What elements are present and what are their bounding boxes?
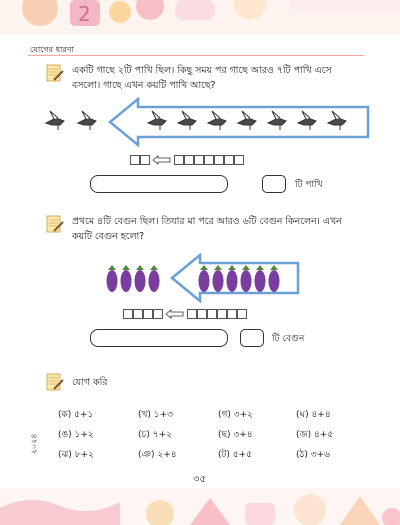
count-cell <box>184 155 194 165</box>
chapter-divider <box>28 55 364 56</box>
note-pencil-icon <box>46 64 64 86</box>
number-answer-box-2[interactable] <box>240 329 264 347</box>
count-cell <box>143 309 153 319</box>
count-cell <box>207 309 217 319</box>
small-arrow-left-icon <box>165 309 185 319</box>
exercise-item: (ঞ) ২+৪ <box>138 450 177 460</box>
unit-label-birds: টি পাখি <box>295 180 323 190</box>
count-cell <box>227 309 237 319</box>
exercise-item: (ছ) ৩+৪ <box>218 430 253 440</box>
exercise-item: (চ) ৭+২ <box>138 430 172 440</box>
count-cell <box>217 309 227 319</box>
count-cells-row-1 <box>130 155 244 165</box>
count-cell <box>197 309 207 319</box>
page-number: ৩৫ <box>193 474 206 485</box>
exercise-item: (জ) ৪+৫ <box>296 430 334 440</box>
count-cell <box>187 309 197 319</box>
small-arrow-left-icon <box>152 155 172 165</box>
exercise-item: (ঝ) ৮+২ <box>58 450 94 460</box>
count-cell <box>194 155 204 165</box>
problem3-title: যোগ করি <box>72 377 108 388</box>
svg-text:2: 2 <box>78 2 91 26</box>
equation-answer-box-2[interactable] <box>90 329 228 347</box>
count-cell <box>237 309 247 319</box>
exercise-item: (ট) ৫+৫ <box>218 450 253 460</box>
count-cell <box>224 155 234 165</box>
count-cell <box>133 309 143 319</box>
count-cell <box>214 155 224 165</box>
count-cell <box>234 155 244 165</box>
eggplants-illustration <box>100 253 300 307</box>
number-answer-box-1[interactable] <box>262 175 286 193</box>
count-cell <box>153 309 163 319</box>
equation-answer-box-1[interactable] <box>90 175 228 193</box>
note-pencil-icon <box>46 215 64 237</box>
bottom-decorative-banner <box>0 488 400 525</box>
top-decorative-banner <box>0 0 400 34</box>
count-cells-row-2 <box>123 309 247 319</box>
exercise-item: (ঘ) ৪+৪ <box>296 410 331 420</box>
count-cell <box>174 155 184 165</box>
exercise-item: (ঠ) ৩+৬ <box>296 450 330 460</box>
birds-illustration <box>40 97 370 151</box>
exercise-item: (খ) ১+৩ <box>138 410 174 420</box>
chapter-title: যোগের ধারণা <box>30 45 74 54</box>
count-cell <box>140 155 150 165</box>
exercise-item: (গ) ৩+২ <box>218 410 254 420</box>
count-cell <box>204 155 214 165</box>
unit-label-eggplants: টি বেগুন <box>272 334 305 344</box>
problem1-text: একটি গাছে ২টি পাখি ছিল। কিছু সময় পর গাছে আরও ৭টি পাখি এসে বসলো। গাছে এখন কয়টি পাখি আছে? <box>72 65 332 91</box>
count-cell <box>130 155 140 165</box>
exercise-item: (ঙ) ১+২ <box>58 430 94 440</box>
problem2-text: প্রথমে ৪টি বেগুন ছিল। তিযার মা পরে আরও ৬টি বেগুন কিনলেন। এখন কয়টি বেগুন হলো? <box>72 216 342 242</box>
count-cell <box>123 309 133 319</box>
exercise-item: (ক) ৫+১ <box>58 410 94 420</box>
side-year-label: ২০২৪ <box>29 433 39 455</box>
note-pencil-icon <box>46 373 64 395</box>
